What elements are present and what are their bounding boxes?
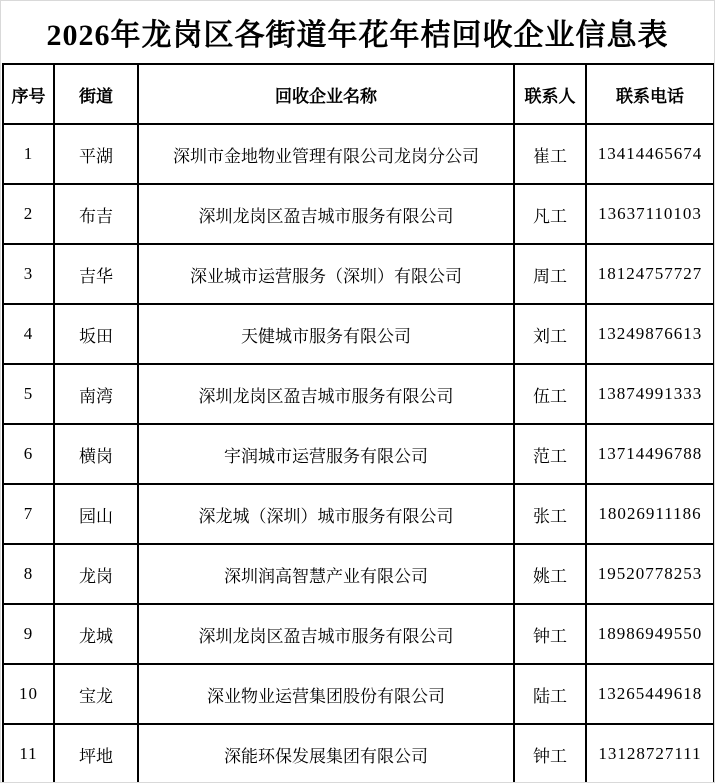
cell-street: 园山 bbox=[54, 484, 138, 544]
cell-phone: 19520778253 bbox=[586, 544, 714, 604]
cell-phone: 13637110103 bbox=[586, 184, 714, 244]
cell-phone: 18124757727 bbox=[586, 244, 714, 304]
cell-no: 8 bbox=[3, 544, 54, 604]
table-row bbox=[3, 544, 714, 604]
table-row bbox=[3, 604, 714, 664]
cell-no: 4 bbox=[3, 304, 54, 364]
cell-no: 1 bbox=[3, 124, 54, 184]
table-body bbox=[3, 124, 714, 783]
cell-company: 深圳润高智慧产业有限公司 bbox=[138, 544, 514, 604]
cell-street: 龙岗 bbox=[54, 544, 138, 604]
cell-phone: 13128727111 bbox=[586, 724, 714, 783]
table-row bbox=[3, 124, 714, 184]
cell-street: 宝龙 bbox=[54, 664, 138, 724]
cell-street: 吉华 bbox=[54, 244, 138, 304]
cell-company: 深圳龙岗区盈吉城市服务有限公司 bbox=[138, 364, 514, 424]
cell-phone: 13714496788 bbox=[586, 424, 714, 484]
cell-company: 深圳龙岗区盈吉城市服务有限公司 bbox=[138, 604, 514, 664]
cell-contact: 伍工 bbox=[514, 364, 586, 424]
cell-street: 横岗 bbox=[54, 424, 138, 484]
column-header-street: 街道 bbox=[54, 64, 138, 124]
cell-no: 10 bbox=[3, 664, 54, 724]
cell-contact: 崔工 bbox=[514, 124, 586, 184]
cell-phone: 18986949550 bbox=[586, 604, 714, 664]
page-title: 2026年龙岗区各街道年花年桔回收企业信息表 bbox=[46, 19, 669, 52]
cell-company: 深业物业运营集团股份有限公司 bbox=[138, 664, 514, 724]
cell-street: 坂田 bbox=[54, 304, 138, 364]
table-row bbox=[3, 484, 714, 544]
cell-company: 深龙城（深圳）城市服务有限公司 bbox=[138, 484, 514, 544]
cell-company: 深能环保发展集团有限公司 bbox=[138, 724, 514, 783]
table-header bbox=[3, 64, 714, 124]
cell-phone: 13249876613 bbox=[586, 304, 714, 364]
cell-company: 深圳龙岗区盈吉城市服务有限公司 bbox=[138, 184, 514, 244]
cell-street: 平湖 bbox=[54, 124, 138, 184]
table-row bbox=[3, 724, 714, 783]
cell-contact: 陆工 bbox=[514, 664, 586, 724]
cell-contact: 周工 bbox=[514, 244, 586, 304]
column-header-phone: 联系电话 bbox=[586, 64, 714, 124]
header-row bbox=[3, 64, 714, 124]
cell-contact: 钟工 bbox=[514, 604, 586, 664]
cell-street: 南湾 bbox=[54, 364, 138, 424]
table-row bbox=[3, 304, 714, 364]
table-row bbox=[3, 364, 714, 424]
column-header-no: 序号 bbox=[3, 64, 54, 124]
cell-phone: 18026911186 bbox=[586, 484, 714, 544]
recycling-companies-table bbox=[2, 63, 715, 783]
column-header-company: 回收企业名称 bbox=[138, 64, 514, 124]
cell-no: 11 bbox=[3, 724, 54, 783]
cell-street: 坪地 bbox=[54, 724, 138, 783]
cell-contact: 刘工 bbox=[514, 304, 586, 364]
table-row bbox=[3, 424, 714, 484]
cell-no: 6 bbox=[3, 424, 54, 484]
cell-phone: 13414465674 bbox=[586, 124, 714, 184]
cell-no: 3 bbox=[3, 244, 54, 304]
cell-street: 布吉 bbox=[54, 184, 138, 244]
cell-no: 2 bbox=[3, 184, 54, 244]
cell-phone: 13874991333 bbox=[586, 364, 714, 424]
table-row bbox=[3, 244, 714, 304]
column-header-contact: 联系人 bbox=[514, 64, 586, 124]
cell-company: 深圳市金地物业管理有限公司龙岗分公司 bbox=[138, 124, 514, 184]
cell-contact: 姚工 bbox=[514, 544, 586, 604]
cell-company: 深业城市运营服务（深圳）有限公司 bbox=[138, 244, 514, 304]
cell-no: 7 bbox=[3, 484, 54, 544]
cell-contact: 范工 bbox=[514, 424, 586, 484]
cell-no: 9 bbox=[3, 604, 54, 664]
cell-street: 龙城 bbox=[54, 604, 138, 664]
cell-no: 5 bbox=[3, 364, 54, 424]
cell-contact: 张工 bbox=[514, 484, 586, 544]
table-row bbox=[3, 184, 714, 244]
cell-contact: 凡工 bbox=[514, 184, 586, 244]
cell-contact: 钟工 bbox=[514, 724, 586, 783]
table-row bbox=[3, 664, 714, 724]
cell-company: 宇润城市运营服务有限公司 bbox=[138, 424, 514, 484]
cell-company: 天健城市服务有限公司 bbox=[138, 304, 514, 364]
cell-phone: 13265449618 bbox=[586, 664, 714, 724]
